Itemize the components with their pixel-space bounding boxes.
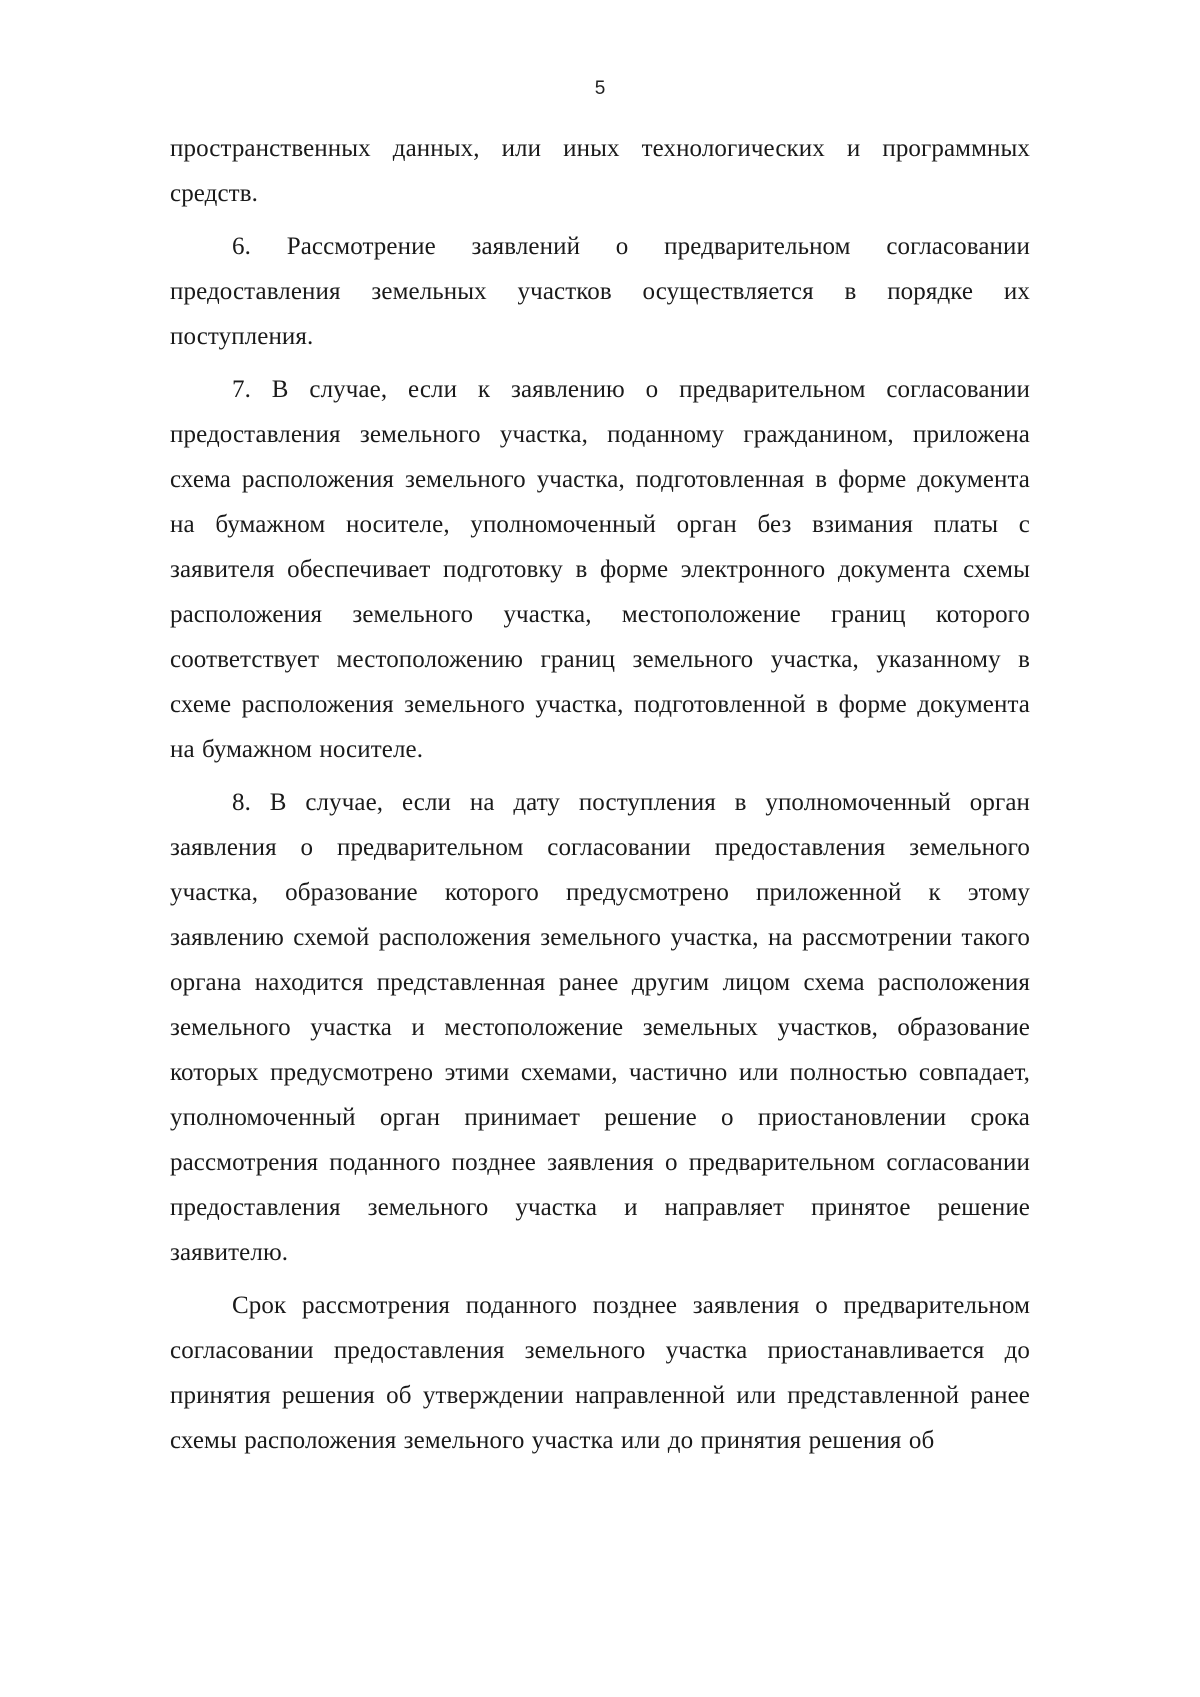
paragraph-continuation: пространственных данных, или иных технологических и программных средств. [170,135,1030,207]
paragraph-item-6: 6. Рассмотрение заявлений о предварительном согласовании предоставления земельных участков осуществляется в порядке их поступления. [170,233,1030,350]
paragraph-item-8-continuation: Срок рассмотрения поданного позднее заявления о предварительном согласовании предоставления земельного участка приостанавливается до принятия решения об утверждении направленной или представленной ранее схемы расположения земельного участка или до принятия решения об [170,1292,1030,1454]
document-body [170,126,1030,1463]
paragraph-item-7: 7. В случае, если к заявлению о предварительном согласовании предоставления земельного участка, поданному гражданином, приложена схема расположения земельного участка, подготовленная в форме документа на бумажном носителе, уполномоченный орган без взимания платы с заявителя обеспечивает подготовку в форме электронного документа схемы расположения земельного участка, местоположение границ которого соответствует местоположению границ земельного участка, указанному в схеме расположения земельного участка, подготовленной в форме документа на бумажном носителе. [170,376,1030,763]
paragraph-item-8: 8. В случае, если на дату поступления в уполномоченный орган заявления о предварительном согласовании предоставления земельного участка, образование которого предусмотрено приложенной к этому заявлению схемой расположения земельного участка, на рассмотрении такого органа находится представленная ранее другим лицом схема расположения земельного участка и местоположение земельных участков, образование которых предусмотрено этими схемами, частично или полностью совпадает, уполномоченный орган принимает решение о приостановлении срока рассмотрения поданного позднее заявления о предварительном согласовании предоставления земельного участка и направляет принятое решение заявителю. [170,789,1030,1266]
page-number: 5 [594,78,606,99]
